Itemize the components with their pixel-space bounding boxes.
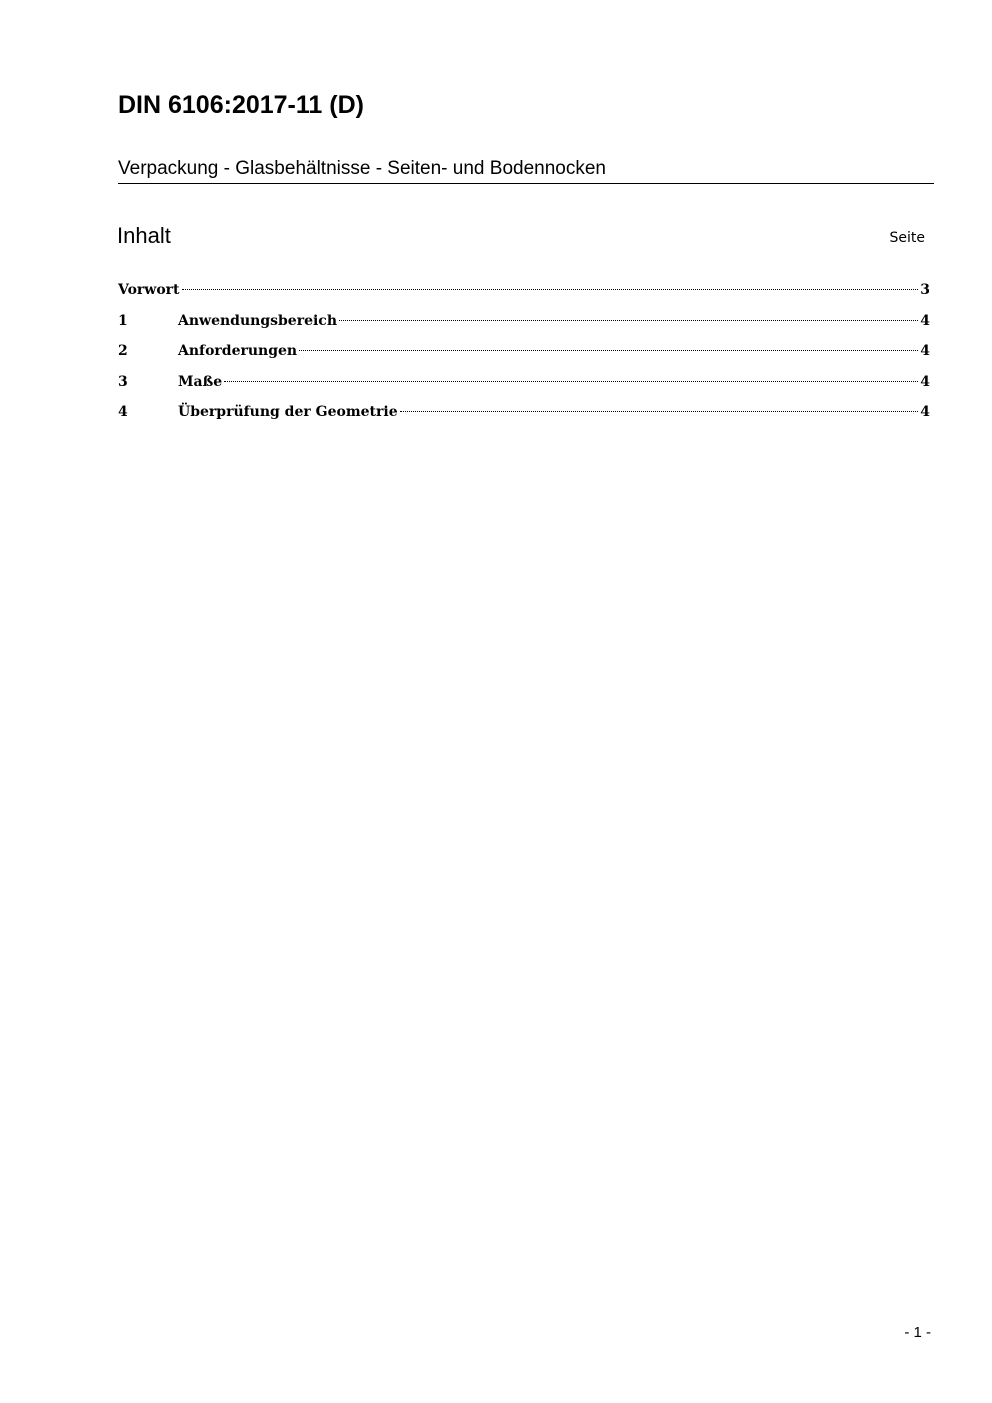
toc-entry-label: Überprüfung der Geometrie — [178, 404, 398, 420]
toc-leader-dots — [182, 289, 919, 290]
toc-entry-number: 2 — [118, 343, 128, 359]
toc-entry-ueberpruefung[interactable] — [118, 401, 930, 432]
toc-entry-page: 4 — [920, 343, 930, 359]
document-title: DIN 6106:2017-11 (D) — [118, 91, 364, 119]
toc-heading: Inhalt — [117, 223, 171, 248]
toc-leader-dots — [299, 350, 918, 351]
document-subtitle: Verpackung - Glasbehältnisse - Seiten- und Bodennocken — [118, 158, 934, 184]
toc-entry-label: Anforderungen — [178, 343, 298, 359]
toc-leader-dots — [224, 381, 918, 382]
toc-entry-page: 3 — [920, 282, 930, 298]
toc-entry-number: 1 — [118, 312, 128, 329]
page-number: - 1 - — [904, 1324, 931, 1341]
toc-entry-label: Anwendungsbereich — [178, 312, 337, 329]
table-of-contents — [118, 279, 930, 432]
toc-entry-vorwort[interactable] — [118, 279, 930, 310]
toc-leader-dots — [339, 320, 918, 321]
toc-leader-dots — [400, 411, 919, 412]
toc-entry-anforderungen[interactable] — [118, 340, 930, 371]
toc-entry-page: 4 — [920, 312, 930, 329]
toc-entry-page: 4 — [920, 404, 930, 420]
toc-entry-number: 4 — [118, 404, 128, 420]
toc-page-column-label: Seite — [889, 230, 925, 246]
toc-entry-label: Maße — [178, 373, 223, 390]
toc-entry-anwendungsbereich[interactable] — [118, 310, 930, 341]
toc-entry-label: Vorwort — [118, 282, 180, 298]
toc-entry-masse[interactable] — [118, 371, 930, 402]
toc-entry-page: 4 — [920, 373, 930, 390]
toc-entry-number: 3 — [118, 373, 128, 390]
